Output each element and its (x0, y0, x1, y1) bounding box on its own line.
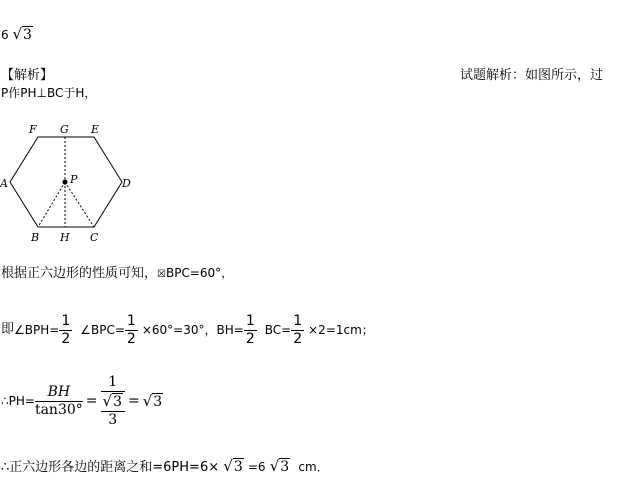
answer-root: 3 (23, 27, 32, 43)
segment-pc (65, 182, 94, 227)
fraction-bh-over-tan (35, 385, 83, 418)
step4-sqrt-1: √3 (223, 457, 243, 475)
step2-line (1, 310, 374, 350)
fraction-one: 1 (101, 375, 125, 392)
fraction-half-4: $\frac{1}{2}$ (293, 312, 303, 347)
step2-tail: ×2=1cm； (308, 323, 374, 337)
step2-mid1: ×60°=30°，BH= (141, 323, 244, 337)
step1-text: 根据正六边形的性质可知， (1, 266, 158, 281)
answer-line (1, 27, 33, 42)
step4-line (1, 459, 329, 475)
step2-angle1: ∠BPH= (14, 323, 60, 337)
step4-sqrt-2: √3 (269, 457, 290, 475)
label-h: H (60, 231, 70, 244)
step2-prefix: 即 (1, 322, 15, 337)
point-p (62, 179, 67, 184)
result-sqrt: √3 (142, 391, 163, 410)
nested-three: 3 (108, 411, 118, 428)
construction-text: P作PH⊥BC于H， (1, 86, 97, 100)
label-c: C (90, 231, 99, 244)
fraction-tan30: tan30° (34, 401, 83, 418)
fraction-1-over-root3-3 (101, 375, 125, 428)
fraction-half-3: $\frac{1}{2}$ (245, 312, 255, 347)
step1-line (1, 266, 233, 282)
step4-text: ∴正六边形各边的距离之和=6PH=6× (1, 460, 220, 475)
fraction-half-1: $\frac{1}{2}$ (61, 312, 71, 347)
step2-mid2: BC= (264, 323, 292, 337)
missing-glyph-box: ☒ (157, 269, 166, 280)
step3-prefix: ∴PH= (1, 394, 35, 408)
fraction-root3-over-3 (101, 391, 125, 428)
nested-sqrt: √3 (102, 391, 122, 410)
step4-mid: =6 (247, 460, 266, 474)
step2-angle2: ∠BPC= (80, 323, 125, 337)
label-g: G (60, 123, 69, 136)
label-f: F (29, 123, 37, 136)
analysis-intro: 试题解析：如图所示，过 (460, 68, 604, 83)
nested-num (101, 391, 125, 412)
step4-unit: cm． (298, 460, 329, 474)
answer-sqrt: √3 (12, 25, 32, 43)
step1-math: BPC=60°， (165, 266, 234, 280)
equals-1: = (85, 393, 98, 409)
label-e: E (91, 123, 100, 136)
nested-denominator (101, 392, 125, 428)
answer-coef: 6 (1, 28, 9, 42)
label-d: D (122, 177, 131, 190)
label-p: P (70, 173, 78, 186)
fraction-bh: BH (35, 385, 83, 402)
hexagon-figure (0, 120, 140, 245)
fraction-half-2: $\frac{1}{2}$ (126, 312, 136, 347)
equals-2: = (127, 393, 140, 409)
label-b: B (31, 231, 40, 244)
label-a: A (0, 177, 8, 190)
step3-block (1, 368, 163, 434)
analysis-label: 【解析】 (1, 68, 54, 83)
segment-pb (38, 182, 65, 227)
